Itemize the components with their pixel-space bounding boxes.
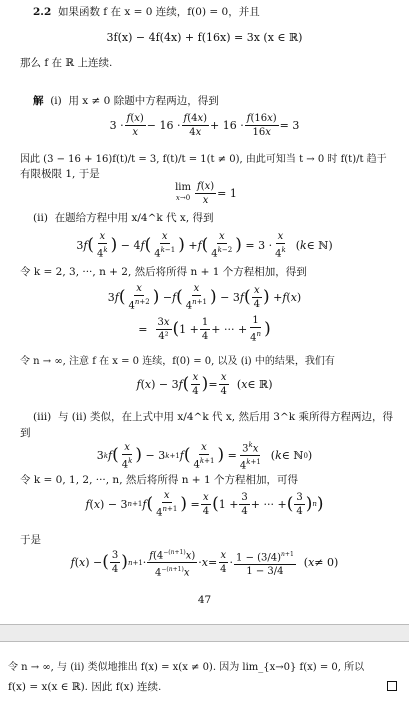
- part-ii-equation-3: f ( x ) − 3 f ( $\frac{x}{4}$ ) = $\frac{x}{4}$ ( x ∈ ℝ): [136, 372, 273, 397]
- part-i-equation-1: 3 · $\frac{f(x)}{x}$ − 16 · $\frac{f(4x)}{4x}$ + 16 · $\frac{f(16x)}{16x}$ = 3: [109, 113, 300, 138]
- page-number: 47: [197, 594, 212, 606]
- part-i-text-3: 有限极限 1, 于是: [20, 168, 100, 180]
- problem-conclusion: 那么 f 在 ℝ 上连续.: [20, 57, 113, 69]
- part-i-text: 用 x ≠ 0 除题中方程两边，得到: [68, 95, 219, 107]
- part-ii-text: 在题给方程中用 x/4^k 代 x, 得到: [54, 212, 214, 224]
- part-i-limit-equation: lim x→0 $\frac{f(x)}{x}$ = 1: [175, 180, 237, 206]
- problem-statement-line: [33, 6, 260, 19]
- part-iii-equation-2: f ( x ) − 3 n+1 f ( $\frac{x}{4^{n+1}}$ ) = $\frac{x}{4}$ ( 1 + $\frac{3}{4}$ + ··· + ( $\frac{3}{4}$ ) n ): [85, 490, 324, 519]
- part-iii-text-3: 于是: [20, 534, 41, 546]
- part-ii-equation-2b: = $\frac{3x}{\text{4²}}$ ( 1 + $\frac{1}{4}$ + ··· + $\frac{1}{4^n}$ ): [138, 315, 271, 344]
- part-iii-text-1b: 到: [20, 427, 31, 439]
- part-iii-tag: (iii): [33, 411, 52, 423]
- part-iii-text: 与 (ii) 类似，在上式中用 x/4^k 代 x, 然后用 3^k 乘所得方程两边，得: [57, 411, 393, 423]
- problem-intro: 如果函数 f 在 x = 0 连续，f(0) = 0，并且: [57, 6, 260, 18]
- part-iii-intro: [33, 411, 393, 424]
- problem-number: 2.2: [33, 6, 52, 18]
- part-iii-equation-3: f ( x ) − ( $\frac{3}{4}$ ) n+1 · $\frac{f(4^{-(n+1)}x)}{4^{-(n+1)}x}$ · x = $\frac{x}{4}$ · $\frac{1 - (3/4)^{n+1}}{1 - 3/4}$ ( x ≠ 0): [70, 549, 339, 579]
- part-ii-equation-1: 3 f ( $\frac{x}{4^k}$ ) − 4 f ( $\frac{x}{4^{k-1}}$ ) + f ( $\frac{x}{4^{k-2}}$ ) = 3 · $\frac{x}{4^k}$ ( k ∈ ℕ): [76, 231, 333, 260]
- part-ii-text-2: 令 k = 2, 3, ···, n + 2, 然后将所得 n + 1 个方程相加，得到: [20, 266, 307, 278]
- solution-label: 解: [33, 95, 44, 107]
- qed-square-icon: [387, 681, 397, 691]
- part-iii-text-2: 令 k = 0, 1, 2, ···, n, 然后将所得 n + 1 个方程相加，可得: [20, 474, 298, 486]
- part-ii-tag: (ii): [33, 212, 48, 224]
- part-i-tag: (i): [50, 95, 62, 107]
- part-ii-text-3: 令 n → ∞, 注意 f 在 x = 0 连续，f(0) = 0, 以及 (i) 中的结果，我们有: [20, 356, 335, 367]
- problem-equation: 3f(x) − 4f(4x) + f(16x) = 3x (x ∈ ℝ): [106, 31, 303, 44]
- final-text-2: f(x) = x(x ∈ ℝ). 因此 f(x) 连续.: [8, 681, 162, 693]
- part-ii-equation-2a: 3 f ( $\frac{x}{4^{n+2}}$ ) − f ( $\frac{x}{4^{n+1}}$ ) − 3 f ( $\frac{x}{4}$ ) + f ( x ): [107, 283, 302, 312]
- final-text-1: 令 n → ∞, 与 (ii) 类似地推出 f(x) = x(x ≠ 0). 因为 lim_{x→0} f(x) = 0, 所以: [8, 662, 365, 673]
- part-iii-equation-1: 3 k f ( $\frac{x}{4^k}$ ) − 3 k+1 f ( $\frac{x}{4^{k+1}}$ ) = $\frac{3^kx}{4^{k+1}}$ ( k ∈ ℕ 0 ): [96, 441, 313, 472]
- part-ii-intro: [33, 212, 214, 225]
- part-i-text-2: 因此 (3 − 16 + 16)f(t)/t = 3, f(t)/t = 1(t ≠ 0), 由此可知当 t → 0 时 f(t)/t 趋于: [20, 154, 387, 165]
- solution-part-i-intro: [33, 95, 219, 108]
- page-separator: [0, 624, 409, 642]
